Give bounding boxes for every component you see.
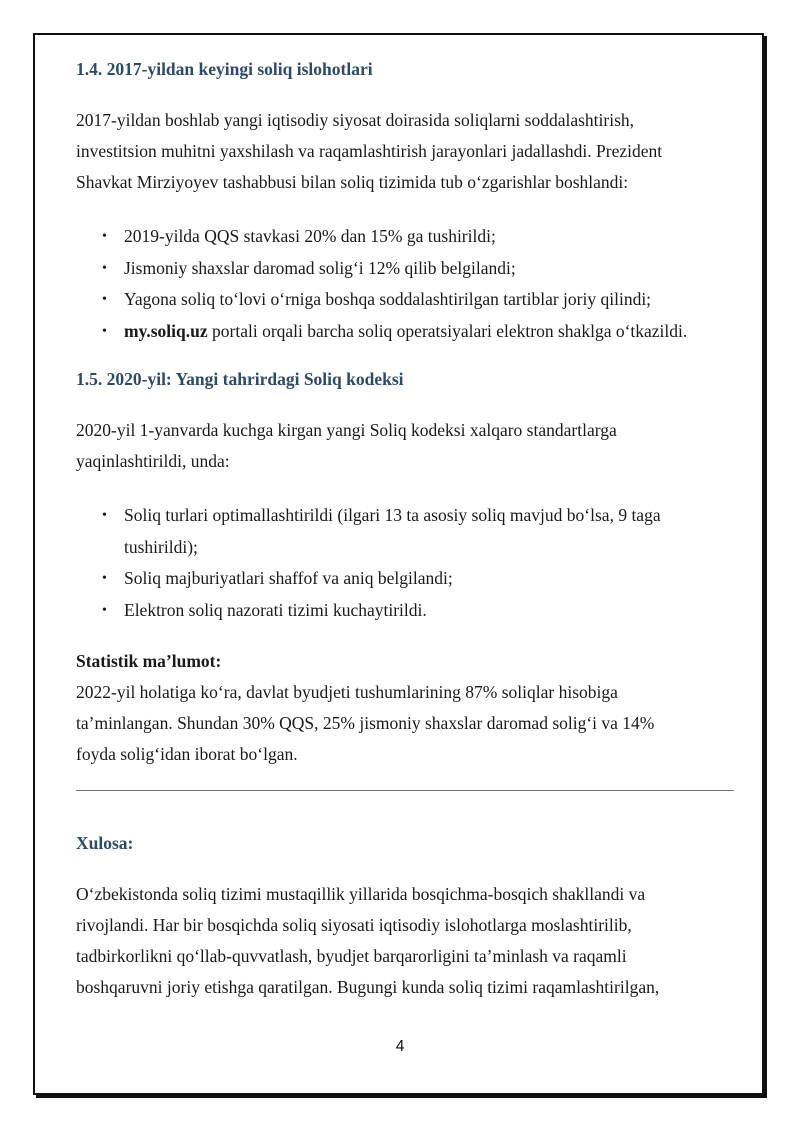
conclusion-line: Oʻzbekistonda soliq tizimi mustaqillik yillarida bosqichma-bosqich shakllandi va: [76, 884, 646, 904]
section-1-5-bullet-list: [76, 500, 740, 626]
list-item: • Yagona soliq toʻlovi oʻrniga boshqa soddalashtirilgan tartiblar joriy qilindi;: [76, 284, 740, 316]
statistics-line: foyda soligʻidan iborat boʻlgan.: [76, 744, 298, 764]
conclusion-line: boshqaruvni joriy etishga qaratilgan. Bugungi kunda soliq tizimi raqamlashtirilgan,: [76, 977, 660, 997]
list-item: • Elektron soliq nazorati tizimi kuchaytirildi.: [76, 595, 740, 627]
bullet-icon: •: [102, 323, 107, 339]
bullet-icon: •: [102, 602, 107, 618]
intro-line: Shavkat Mirziyoyev tashabbusi bilan soliq tizimida tub oʻzgarishlar boshlandi:: [76, 172, 629, 192]
intro-line: yaqinlashtirildi, unda:: [76, 451, 230, 471]
intro-line: investitsion muhitni yaxshilash va raqamlashtirish jarayonlari jadallashdi. Prezident: [76, 141, 663, 161]
statistics-label: Statistik maʼlumot:: [76, 651, 222, 671]
section-heading-1-5: 1.5. 2020-yil: Yangi tahrirdagi Soliq kodeksi: [76, 369, 404, 389]
section-1-5-intro: [76, 415, 740, 477]
list-item: • my.soliq.uz portali orqali barcha soliq operatsiyalari elektron shaklga oʻtkazildi.: [76, 316, 740, 348]
statistics-line: 2022-yil holatiga koʻra, davlat byudjeti tushumlarining 87% soliqlar hisobiga: [76, 682, 618, 702]
intro-line: 2020-yil 1-yanvarda kuchga kirgan yangi Soliq kodeksi xalqaro standartlarga: [76, 420, 617, 440]
conclusion-paragraph: [76, 879, 740, 1003]
list-item: • 2019-yilda QQS stavkasi 20% dan 15% ga tushirildi;: [76, 221, 740, 253]
bullet-icon: •: [102, 508, 107, 523]
bullet-icon: •: [102, 292, 107, 307]
conclusion-line: tadbirkorlikni qoʻllab-quvvatlash, byudjet barqarorligini taʼminlash va raqamli: [76, 946, 627, 966]
statistics-line: taʼminlangan. Shundan 30% QQS, 25% jismoniy shaxslar daromad soligʻi va 14%: [76, 713, 655, 733]
bullet-icon: •: [102, 260, 107, 276]
list-item: • Soliq turlari optimallashtirildi (ilgari 13 ta asosiy soliq mavjud boʻlsa, 9 taga tushirildi);: [76, 500, 740, 563]
section-heading-1-4: 1.4. 2017-yildan keyingi soliq islohotlari: [76, 59, 373, 79]
section-1-4-bullet-list: [76, 221, 740, 347]
list-item: • Soliq majburiyatlari shaffof va aniq belgilandi;: [76, 563, 740, 595]
conclusion-line: rivojlandi. Har bir bosqichda soliq siyosati iqtisodiy islohotlarga moslashtirilib,: [76, 915, 632, 935]
bullet-icon: •: [102, 229, 107, 244]
page-number: 4: [395, 1038, 405, 1055]
bullet-icon: •: [102, 571, 107, 586]
conclusion-heading: Xulosa:: [76, 833, 134, 853]
statistics-block: [76, 646, 740, 770]
section-1-4-intro: [76, 105, 740, 198]
portal-name: my.soliq.uz: [124, 320, 208, 341]
page-content: [76, 55, 740, 1003]
list-item: • Jismoniy shaxslar daromad soligʻi 12% qilib belgilandi;: [76, 253, 740, 285]
intro-line: 2017-yildan boshlab yangi iqtisodiy siyosat doirasida soliqlarni soddalashtirish,: [76, 110, 635, 130]
